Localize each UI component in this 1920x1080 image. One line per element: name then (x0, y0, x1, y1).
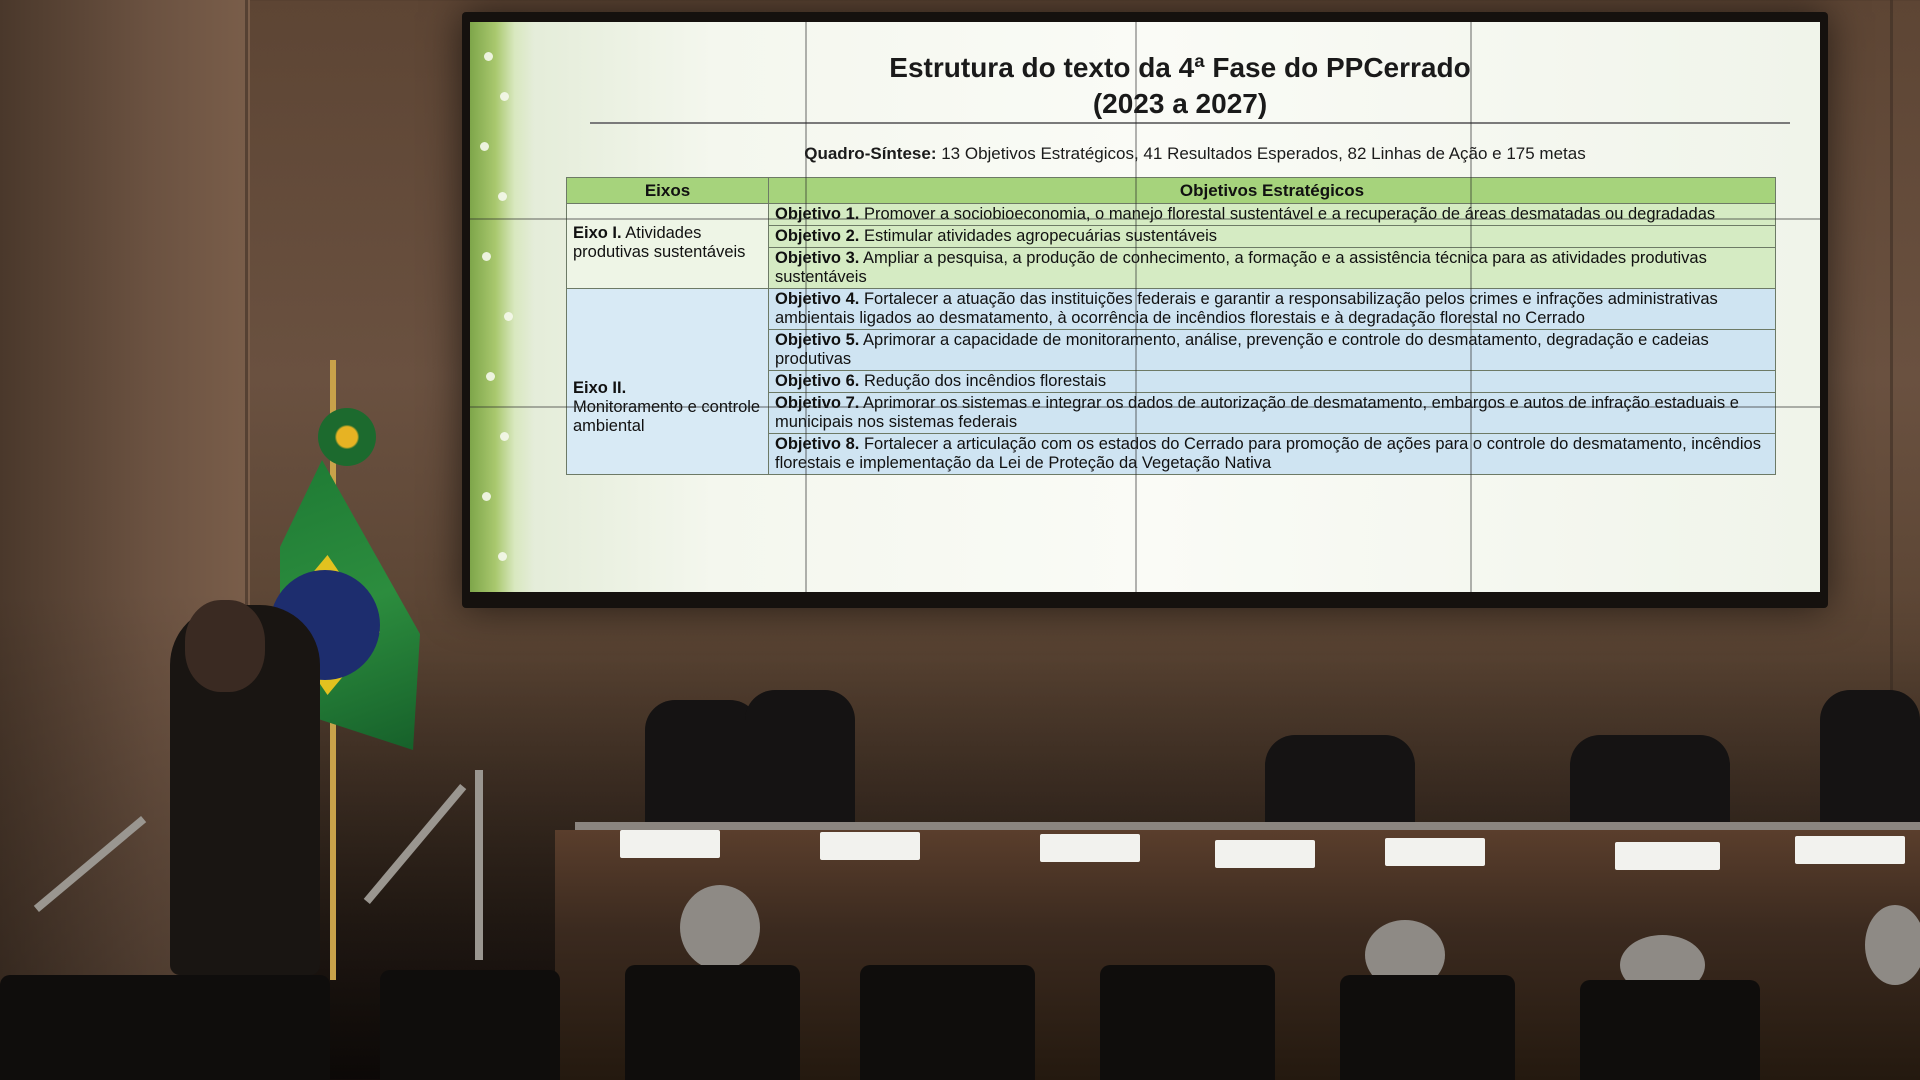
leaf-dot (484, 52, 493, 61)
objective-label: Objetivo 2. (775, 227, 860, 245)
speaker-head (185, 600, 265, 692)
objective-label: Objetivo 1. (775, 205, 860, 223)
audience-chair (0, 975, 330, 1080)
leaf-dot (482, 252, 491, 261)
leaf-dot (482, 492, 491, 501)
objective-label: Objetivo 4. (775, 290, 860, 308)
objective-4-cell (769, 289, 1776, 330)
audience-chair (380, 970, 560, 1080)
nameplate (1385, 838, 1485, 866)
axis-2-cell (567, 289, 769, 475)
objective-1-cell (769, 204, 1776, 226)
screen-seam-vertical (805, 22, 807, 592)
header-objectives: Objetivos Estratégicos (769, 178, 1776, 204)
slide-title-line2: (2023 a 2027) (1092, 88, 1268, 119)
objective-label: Objetivo 8. (775, 435, 860, 453)
leaf-dot (500, 92, 509, 101)
leaf-decoration (470, 22, 534, 592)
flag-rosette (318, 408, 376, 466)
screen-seam-horizontal (470, 406, 1820, 408)
leaf-dot (498, 552, 507, 561)
summary-line (645, 144, 1745, 164)
objective-text: Redução dos incêndios florestais (859, 372, 1107, 390)
table-header-row (567, 178, 1776, 204)
objective-text: Aprimorar os sistemas e integrar os dados de autorização de desmatamento, embargos e autos de infração estaduais e municipais nos sistemas federais (775, 394, 1739, 431)
panel-chair (1820, 690, 1920, 835)
objective-text: Estimular atividades agropecuárias sustentáveis (859, 227, 1218, 245)
nameplate (1215, 840, 1315, 868)
nameplate (1795, 836, 1905, 864)
screen-seam-vertical (1135, 22, 1137, 592)
audience-chair (1100, 965, 1275, 1080)
table-row (567, 204, 1776, 226)
summary-label: Quadro-Síntese: (804, 144, 937, 163)
objective-6-cell (769, 371, 1776, 393)
summary-text: 13 Objetivos Estratégicos, 41 Resultados Esperados, 82 Linhas de Ação e 175 metas (936, 144, 1586, 163)
leaf-dot (504, 312, 513, 321)
presentation-slide (470, 22, 1820, 592)
axis-2-text: Monitoramento e controle ambiental (573, 398, 761, 435)
axis-2-label: Eixo II. (573, 379, 627, 397)
objective-text: Fortalecer a articulação com os estados do Cerrado para promoção de ações para o controle do desmatamento, incêndios florestais e implementação da Lei de Proteção da Vegetação Nativa (775, 435, 1761, 472)
audience-head (680, 885, 760, 970)
axis-1-cell (567, 204, 769, 289)
objective-3-cell (769, 248, 1776, 289)
audience-chair (860, 965, 1035, 1080)
nameplate (1040, 834, 1140, 862)
slide-title-line1: Estrutura do texto da 4ª Fase do PPCerrado (889, 52, 1471, 83)
leaf-dot (486, 372, 495, 381)
nameplate (820, 832, 920, 860)
audience-chair (1340, 975, 1515, 1080)
panel-chair (1265, 735, 1415, 835)
nameplate (620, 830, 720, 858)
objective-text: Fortalecer a atuação das instituições federais e garantir a responsabilização pelos crimes e infrações administrativas ambientais ligados ao desmatamento, à ocorrência de incêndios florestais e à degradação florestal no Cerrado (775, 290, 1718, 327)
screen-seam-horizontal (470, 218, 1820, 220)
objective-label: Objetivo 3. (775, 249, 860, 267)
leaf-dot (500, 432, 509, 441)
objective-7-cell (769, 393, 1776, 434)
panel-chair (645, 700, 760, 830)
objective-2-cell (769, 226, 1776, 248)
axis-1-label: Eixo I. (573, 224, 622, 242)
header-axes: Eixos (567, 178, 769, 204)
screen-seam-vertical (1470, 22, 1472, 592)
objectives-table (566, 177, 1776, 475)
objective-label: Objetivo 6. (775, 372, 860, 390)
audience-chair (625, 965, 800, 1080)
handrail-post (475, 770, 483, 960)
objective-8-cell (769, 434, 1776, 475)
objective-label: Objetivo 5. (775, 331, 860, 349)
axis-1-text: Atividades produtivas sustentáveis (573, 224, 746, 261)
objective-text: Promover a sociobioeconomia, o manejo florestal sustentável e a recuperação de áreas desmatadas ou degradadas (859, 205, 1716, 223)
leaf-dot (480, 142, 489, 151)
audience-chair (1580, 980, 1760, 1080)
panel-chair (1570, 735, 1730, 835)
nameplate (1615, 842, 1720, 870)
panel-chair (745, 690, 855, 830)
objective-text: Ampliar a pesquisa, a produção de conhecimento, a formação e a assistência técnica para as atividades produtivas sustentáveis (775, 249, 1707, 286)
leaf-dot (498, 192, 507, 201)
table-row (567, 289, 1776, 330)
objective-5-cell (769, 330, 1776, 371)
title-divider (590, 122, 1790, 124)
objective-text: Aprimorar a capacidade de monitoramento, análise, prevenção e controle do desmatamento, degradação e cadeias produtivas (775, 331, 1709, 368)
objective-label: Objetivo 7. (775, 394, 860, 412)
audience-head (1865, 905, 1920, 985)
